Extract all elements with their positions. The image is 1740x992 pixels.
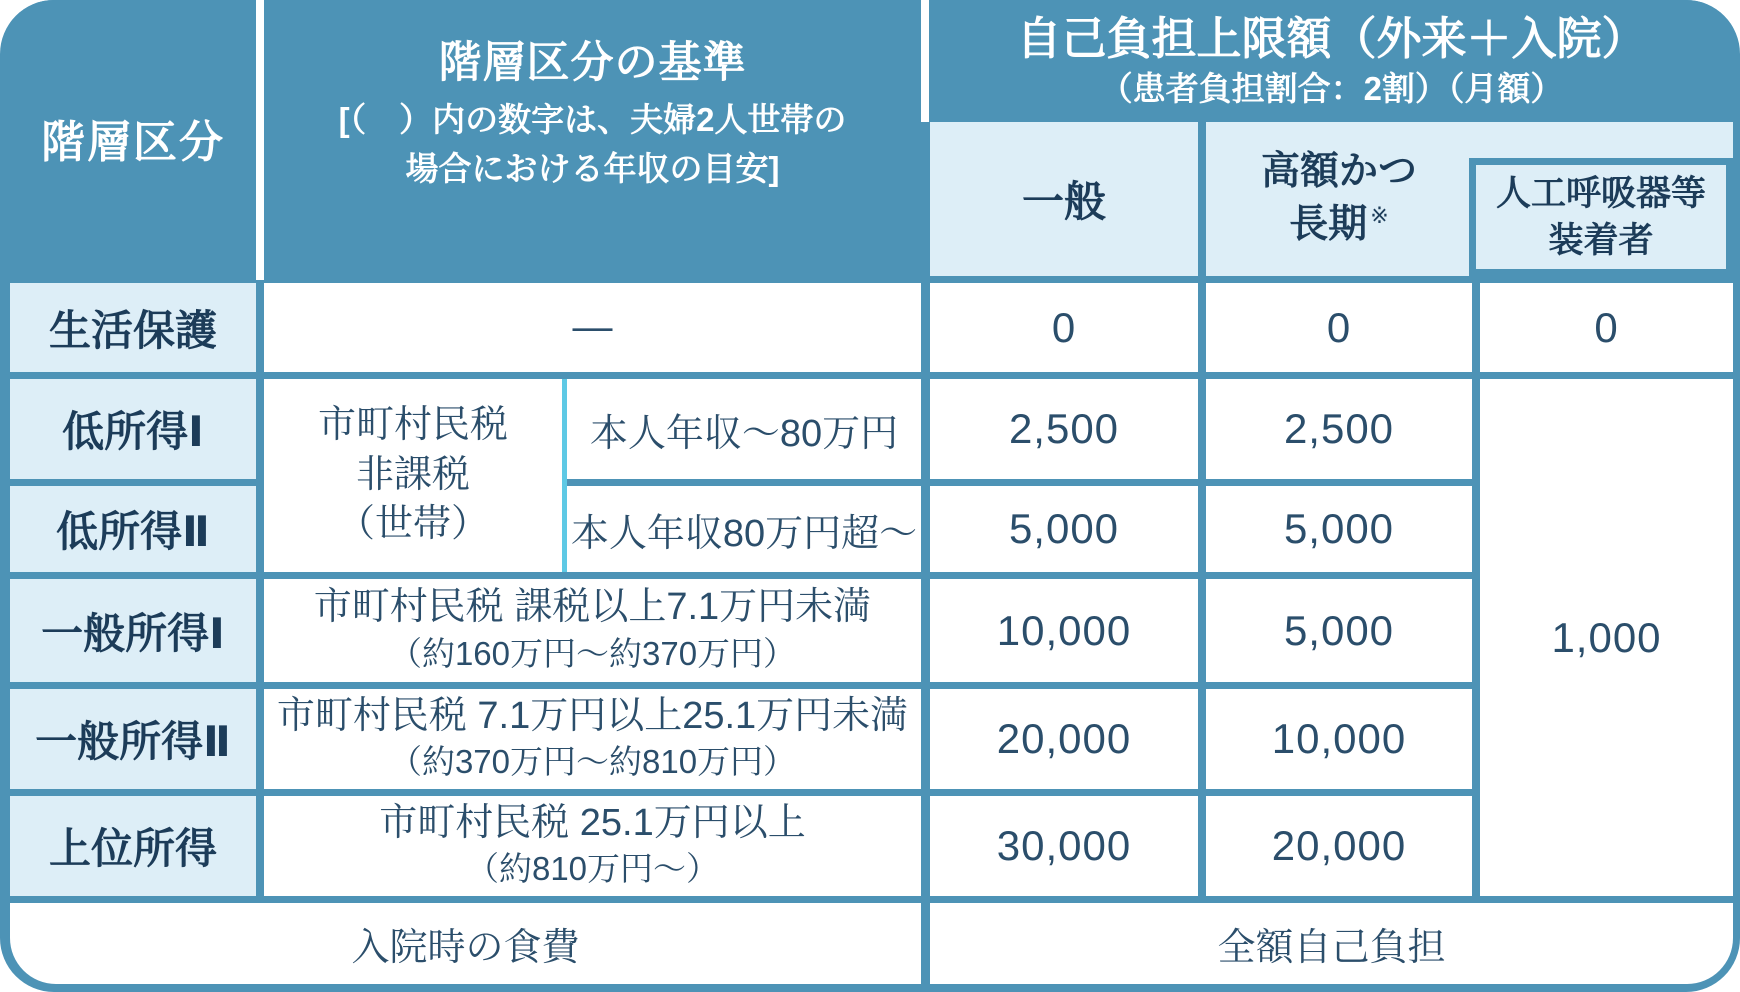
row-teishotoku1-label — [10, 379, 256, 479]
subheader-highcost-line1: 高額かつ — [1260, 150, 1417, 194]
teishotoku-shared-line1: 市町村民税 — [317, 404, 508, 447]
teishotoku-shared-line3: （世帯） — [336, 503, 489, 546]
row-teishotoku2-general — [930, 486, 1198, 572]
subheader-ventilator-line1: 人工呼吸器等 — [1495, 173, 1706, 213]
header-tier-label: 階層区分 — [41, 118, 225, 167]
row-seikatsuhogo-ventilator-value: 0 — [1594, 303, 1619, 351]
subheader-general-label: 一般 — [1021, 178, 1106, 225]
header-criteria-note-line2: 場合における年収の目安] — [405, 150, 780, 188]
row-ippanshotoku2-criteria-line2: （約370万円～約810万円） — [388, 743, 797, 781]
row-joishotoku-highcost — [1206, 796, 1472, 896]
row-seikatsuhogo-highcost — [1206, 283, 1472, 372]
row-ippanshotoku1-criteria — [264, 579, 921, 682]
subheader-highcost-line2: 長期 — [1289, 203, 1368, 246]
row-ippanshotoku1-label — [10, 579, 256, 682]
subheader-highcost-line2-wrap — [1289, 199, 1388, 252]
row-ippanshotoku2-criteria-line1: 市町村民税 7.1万円以上25.1万円未満 — [276, 694, 909, 737]
ventilator-merged-cell — [1480, 379, 1733, 896]
header-divider-left — [256, 0, 264, 280]
teishotoku-shared-line2: 非課税 — [355, 453, 470, 496]
row-seikatsuhogo-criteria-text: — — [572, 305, 613, 349]
header-divider-right — [921, 0, 929, 122]
row-ippanshotoku1-criteria-line2: （約160万円～約370万円） — [388, 634, 797, 672]
row-ippanshotoku2-label-text: 一般所得Ⅱ — [35, 718, 231, 765]
row-teishotoku1-highcost-value: 2,500 — [1283, 405, 1395, 452]
row-teishotoku1-income-text: 本人年収～80万円 — [589, 412, 899, 455]
row-joishotoku-criteria-line2: （約810万円～） — [465, 850, 720, 888]
row-seikatsuhogo-label — [10, 283, 256, 372]
header-criteria-note-line1: [（ ）内の数字は、夫婦2人世帯の — [338, 100, 847, 138]
row-teishotoku1-general — [930, 379, 1198, 479]
row-teishotoku2-highcost-value: 5,000 — [1283, 505, 1395, 552]
footer-fullpay-text: 全額自己負担 — [1217, 927, 1446, 969]
row-ippanshotoku1-general-value: 10,000 — [996, 606, 1132, 654]
row-teishotoku2-income — [567, 486, 921, 572]
row-ippanshotoku2-general — [930, 689, 1198, 789]
header-tier-cell — [10, 0, 256, 276]
row-teishotoku2-highcost — [1206, 486, 1472, 572]
row-ippanshotoku2-general-value: 20,000 — [996, 715, 1132, 762]
subheader-ventilator-line2: 装着者 — [1548, 221, 1654, 260]
header-criteria-title: 階層区分の基準 — [438, 39, 747, 88]
subheader-general-cell — [930, 122, 1198, 276]
ventilator-merged-value: 1,000 — [1551, 613, 1662, 661]
header-limit-subtitle: （患者負担割合：2割）（月額） — [1099, 69, 1564, 107]
row-teishotoku2-income-text: 本人年収80万円超～ — [570, 512, 918, 555]
row-joishotoku-label — [10, 796, 256, 896]
row-ippanshotoku2-highcost — [1206, 689, 1472, 789]
footer-meal-cell — [10, 903, 921, 984]
row-teishotoku1-income — [567, 379, 921, 479]
teishotoku-shared-criteria-cell — [264, 379, 562, 572]
header-limit-cell — [930, 0, 1733, 122]
row-ippanshotoku2-label — [10, 689, 256, 789]
header-limit-title: 自己負担上限額（外来＋入院） — [1016, 13, 1647, 65]
row-seikatsuhogo-label-text: 生活保護 — [48, 306, 217, 354]
row-ippanshotoku1-highcost-value: 5,000 — [1283, 606, 1395, 654]
row-joishotoku-general-value: 30,000 — [996, 822, 1132, 869]
row-joishotoku-criteria — [264, 796, 921, 896]
subheader-highcost-asterisk: ※ — [1370, 203, 1389, 228]
row-ippanshotoku2-highcost-value: 10,000 — [1271, 715, 1407, 762]
row-seikatsuhogo-ventilator — [1480, 283, 1733, 372]
row-joishotoku-label-text: 上位所得 — [48, 825, 217, 872]
row-ippanshotoku1-highcost — [1206, 579, 1472, 682]
row-seikatsuhogo-highcost-value: 0 — [1326, 303, 1352, 351]
row-ippanshotoku1-general — [930, 579, 1198, 682]
footer-fullpay-cell — [930, 903, 1733, 984]
row-joishotoku-highcost-value: 20,000 — [1271, 822, 1407, 869]
row-seikatsuhogo-general-value: 0 — [1051, 303, 1077, 351]
header-criteria-cell — [264, 0, 921, 276]
row-seikatsuhogo-criteria — [264, 283, 921, 372]
row-ippanshotoku1-criteria-line1: 市町村民税 課税以上7.1万円未満 — [313, 586, 872, 629]
row-teishotoku2-label-text: 低所得Ⅱ — [56, 508, 210, 555]
row-teishotoku1-general-value: 2,500 — [1008, 405, 1120, 452]
row-teishotoku2-label — [10, 486, 256, 572]
row-teishotoku1-label-text: 低所得Ⅰ — [62, 408, 204, 455]
row-joishotoku-criteria-line1: 市町村民税 25.1万円以上 — [379, 801, 806, 844]
subheader-highcost-cell — [1206, 122, 1472, 276]
row-teishotoku2-general-value: 5,000 — [1008, 505, 1120, 552]
row-teishotoku1-highcost — [1206, 379, 1472, 479]
row-joishotoku-general — [930, 796, 1198, 896]
footer-meal-text: 入院時の食費 — [351, 927, 580, 969]
row-seikatsuhogo-general — [930, 283, 1198, 372]
subheader-ventilator-box — [1469, 158, 1733, 276]
row-ippanshotoku2-criteria — [264, 689, 921, 789]
row-ippanshotoku1-label-text: 一般所得Ⅰ — [41, 609, 225, 657]
